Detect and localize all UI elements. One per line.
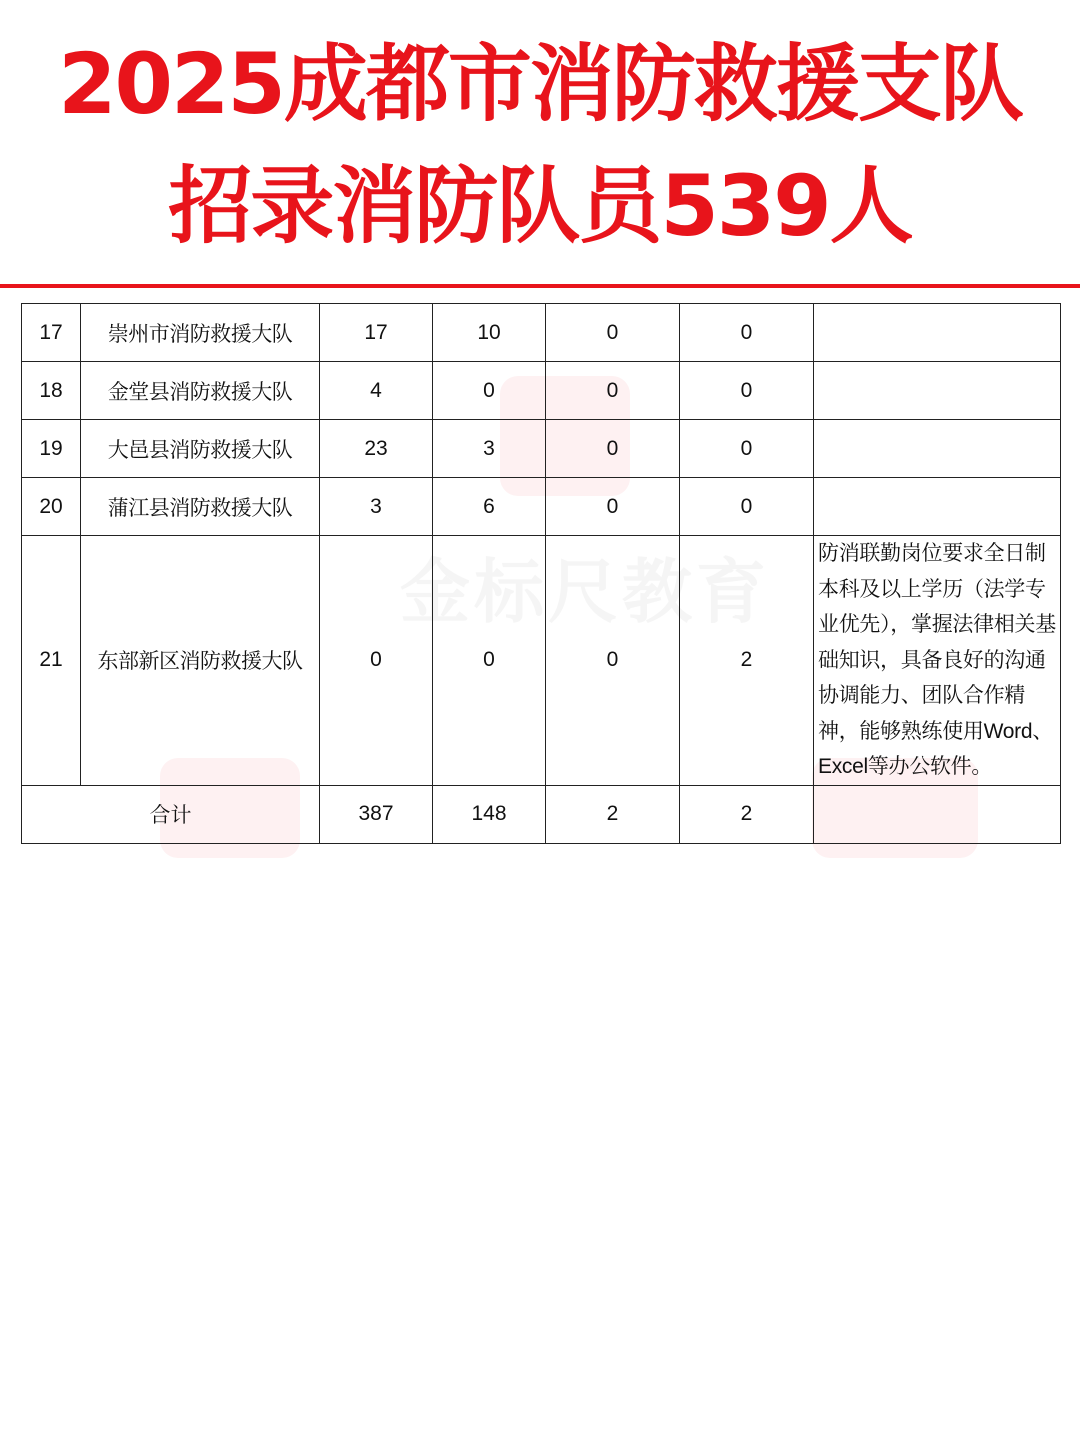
count-cell: 0: [320, 536, 433, 786]
count-cell: 17: [320, 304, 433, 362]
unit-name: 蒲江县消防救援大队: [81, 478, 320, 536]
note-cell: 防消联勤岗位要求全日制本科及以上学历（法学专业优先），掌握法律相关基础知识，具备良好的沟通协调能力、团队合作精神，能够熟练使用Word、Excel等办公软件。: [814, 536, 1061, 786]
count-cell: 3: [320, 478, 433, 536]
row-number: 21: [22, 536, 81, 786]
table-row: [22, 536, 1061, 786]
count-cell: 3: [433, 420, 546, 478]
count-cell: 0: [546, 420, 680, 478]
count-cell: 0: [680, 478, 814, 536]
count-cell: 23: [320, 420, 433, 478]
note-cell: [814, 304, 1061, 362]
count-cell: 4: [320, 362, 433, 420]
note-cell: [814, 478, 1061, 536]
recruitment-table-container: [21, 303, 1060, 844]
count-cell: 0: [680, 362, 814, 420]
table-row: [22, 420, 1061, 478]
row-number: 17: [22, 304, 81, 362]
count-cell: 0: [546, 478, 680, 536]
table-row: [22, 304, 1061, 362]
page-title-line-1: 2025成都市消防救援支队: [58, 35, 1022, 133]
total-cell: 2: [546, 785, 680, 843]
unit-name: 金堂县消防救援大队: [81, 362, 320, 420]
count-cell: 6: [433, 478, 546, 536]
recruitment-table: [21, 303, 1061, 844]
page-title-line-2: 招录消防队员539人: [168, 157, 912, 255]
row-number: 18: [22, 362, 81, 420]
watermark-text: 金标尺教育: [400, 551, 770, 633]
row-number: 19: [22, 420, 81, 478]
note-cell: [814, 420, 1061, 478]
unit-name: 崇州市消防救援大队: [81, 304, 320, 362]
unit-name: 大邑县消防救援大队: [81, 420, 320, 478]
total-row: [22, 785, 1061, 843]
count-cell: 0: [680, 304, 814, 362]
unit-name: 东部新区消防救援大队: [81, 536, 320, 786]
count-cell: 2: [680, 536, 814, 786]
count-cell: 0: [546, 304, 680, 362]
count-cell: 0: [433, 536, 546, 786]
total-note-cell: [814, 785, 1061, 843]
header: [0, 0, 1080, 284]
total-cell: 148: [433, 785, 546, 843]
total-cell: 387: [320, 785, 433, 843]
count-cell: 0: [433, 362, 546, 420]
total-cell: 2: [680, 785, 814, 843]
table-row: [22, 478, 1061, 536]
count-cell: 0: [680, 420, 814, 478]
count-cell: 0: [546, 536, 680, 786]
total-label: 合计: [22, 785, 320, 843]
row-number: 20: [22, 478, 81, 536]
header-divider: [0, 284, 1080, 288]
count-cell: 10: [433, 304, 546, 362]
table-row: [22, 362, 1061, 420]
note-cell: [814, 362, 1061, 420]
count-cell: 0: [546, 362, 680, 420]
